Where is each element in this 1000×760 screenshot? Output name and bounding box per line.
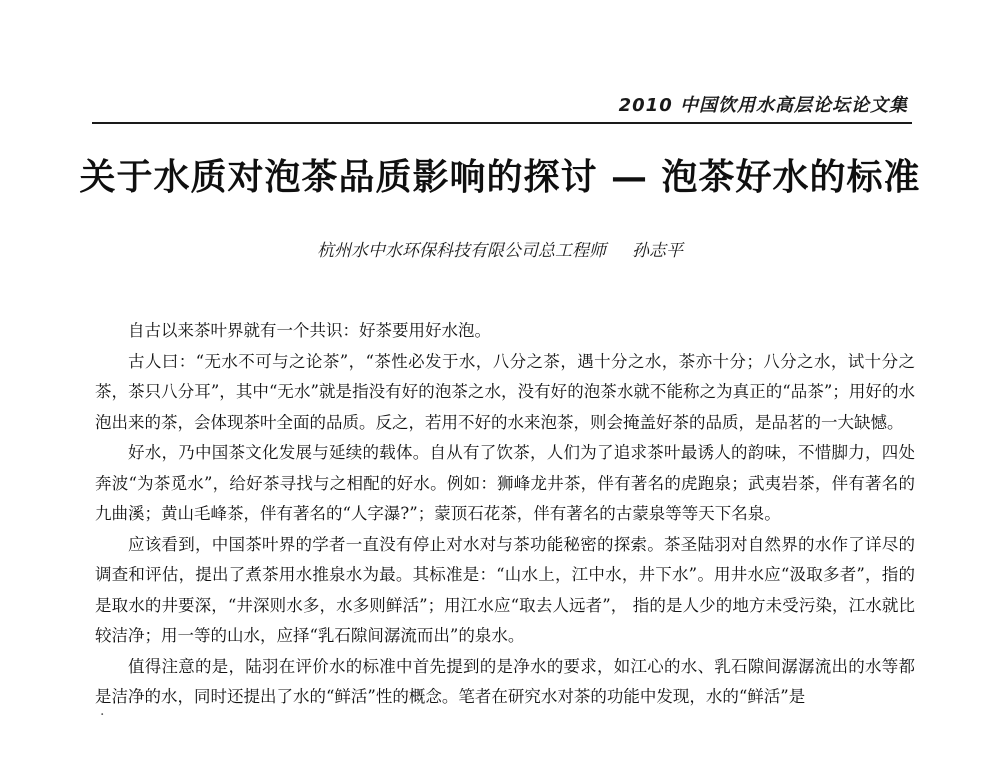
author-name: 孙志平 <box>632 241 683 261</box>
scan-speck: · <box>100 707 105 723</box>
paragraph: 自古以来茶叶界就有一个共识：好茶要用好水泡。 <box>128 321 491 340</box>
paper-title: 关于水质对泡茶品质影响的探讨 — 泡茶好水的标准 <box>79 156 921 198</box>
paragraph: 好水，乃中国茶文化发展与延续的载体。自从有了饮茶，人们为了追求茶叶最诱人的韵味，不惜脚力，四处奔波“为茶觅水”，给好茶寻找与之相配的好水。例如：狮峰龙井茶，伴有著名的虎跑泉；武夷岩茶，伴有著名的九曲溪；黄山毛峰茶，伴有著名的“人字瀑?”；蒙顶石花茶，伴有著名的古蒙泉等等天下名泉。 <box>95 443 915 523</box>
author-affiliation: 杭州水中水环保科技有限公司总工程师 <box>317 241 606 261</box>
header-rule <box>92 122 912 124</box>
paragraph: 应该看到，中国茶叶界的学者一直没有停止对水对与茶功能秘密的探索。茶圣陆羽对自然界的水作了详尽的调查和评估，提出了煮茶用水推泉水为最。其标准是：“山水上，江中水，井下水”。用井水应“汲取多者”，指的是取水的井要深，“井深则水多，水多则鲜活”；用江水应“取去人远者”， 指的是人少的地方未受污染，江水就比较洁净；用一等的山水，应择“乳石隙间潺流而出”的泉水。 <box>95 534 915 645</box>
byline <box>0 236 1000 261</box>
body-text <box>95 316 915 713</box>
paragraph: 古人曰：“无水不可与之论茶”，“茶性必发于水，八分之茶，遇十分之水，茶亦十分；八分之水，试十分之茶，茶只八分耳”，其中“无水”就是指没有好的泡茶之水，没有好的泡茶水就不能称之为真正的“品茶”；用好的水泡出来的茶，会体现茶叶全面的品质。反之，若用不好的水来泡茶，则会掩盖好茶的品质，是品茗的一大缺憾。 <box>95 351 915 432</box>
paragraph: 值得注意的是，陆羽在评价水的标准中首先提到的是净水的要求，如江心的水、乳石隙间潺潺流出的水等都是洁净的水，同时还提出了水的“鲜活”性的概念。笔者在研究水对茶的功能中发现，水的“鲜活”是 <box>95 656 915 706</box>
running-header: 2010 中国饮用水高层论坛论文集 <box>618 95 908 116</box>
